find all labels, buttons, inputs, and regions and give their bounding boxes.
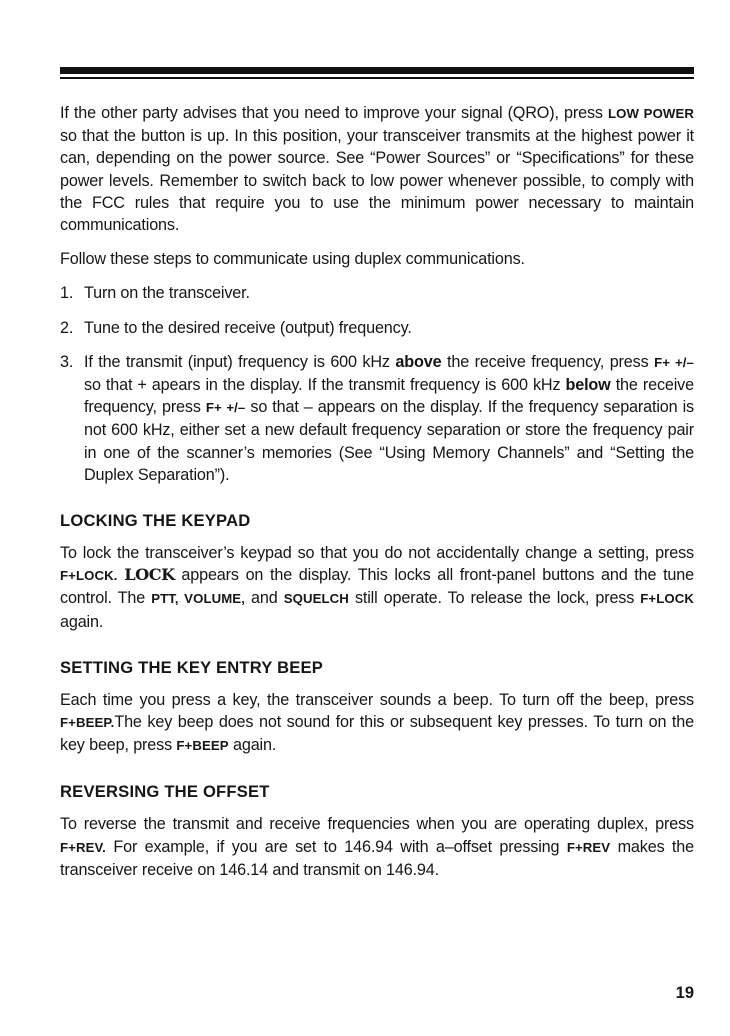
- page-number: 19: [675, 984, 694, 1002]
- key-low-power: LOW POWER: [608, 106, 694, 121]
- key-f-beep: F+BEEP: [176, 738, 229, 754]
- header-rule-thin: [60, 77, 694, 79]
- header-rule-thick: [60, 67, 694, 74]
- list-item: 2. Tune to the desired receive (output) frequency.: [60, 317, 694, 339]
- section-heading-beep: SETTING THE KEY ENTRY BEEP: [60, 657, 324, 677]
- duplex-steps-list: [60, 282, 694, 486]
- key-f-rev: F+REV: [566, 839, 611, 855]
- key-f-plus-minus: F+ +/–: [654, 354, 694, 370]
- beep-paragraph: Each time you press a key, the transceiver sounds a beep. To turn off the beep, press F+BEEP.The key beep does not sound for this or subsequent key presses. To turn on the key beep, press F+BEEP again.: [60, 690, 694, 755]
- step-number: 3.: [60, 352, 74, 371]
- intro-paragraph: If the other party advises that you need to improve your signal (QRO), press LOW POWER so that the button is up. In this position, your transceiver transmits at the highest power it can, depending on the power source. See “Power Sources” or “Specifications” for these power levels. Remember to switch back to low power whenever possible, to comply with the FCC rules that require you to use the minimum power necessary to maintain communications.: [60, 104, 694, 235]
- lcd-lock-indicator: LOCK: [124, 565, 175, 585]
- list-item: 1. Turn on the transceiver.: [60, 282, 694, 304]
- step-number: 2.: [60, 318, 74, 337]
- lock-paragraph: To lock the transceiver’s keypad so that you do not accidentally change a setting, press F+LOCK. LOCK appears on the display. This locks all front-panel buttons and the tune control. The PTT, VOLUME, and SQUELCH still operate. To release the lock, press F+LOCK again.: [60, 544, 694, 631]
- key-f-lock: F+LOCK: [640, 591, 694, 607]
- key-f-lock: F+LOCK.: [60, 568, 118, 584]
- section-heading-lock: LOCKING THE KEYPAD: [60, 511, 251, 531]
- list-item: 3. If the transmit (input) frequency is 600 kHz above the receive frequency, press F+ +/– so that + apears in the display. If the transmit frequency is 600 kHz below the receive frequency, press F+ +/– so that – appears on the display. If the frequency separation is not 600 kHz, either set a new default frequency separation or store the frequency pair in one of the scanner’s memories (See “Using Memory Channels” and “Setting the Duplex Separation”).: [60, 352, 694, 484]
- step-number: 1.: [60, 284, 74, 303]
- section-heading-offset: REVERSING THE OFFSET: [60, 782, 270, 802]
- offset-paragraph: To reverse the transmit and receive frequencies when you are operating duplex, press F+REV. For example, if you are set to 146.94 with a–offset pressing F+REV makes the transceiver receive on 146.14 and transmit on 146.94.: [60, 815, 694, 879]
- key-f-plus-minus: F+ +/–: [205, 400, 246, 416]
- duplex-intro-paragraph: Follow these steps to communicate using duplex communications.: [60, 250, 525, 269]
- key-f-beep: F+BEEP.: [60, 715, 115, 731]
- page-content: [60, 102, 694, 881]
- key-f-rev: F+REV.: [60, 839, 106, 855]
